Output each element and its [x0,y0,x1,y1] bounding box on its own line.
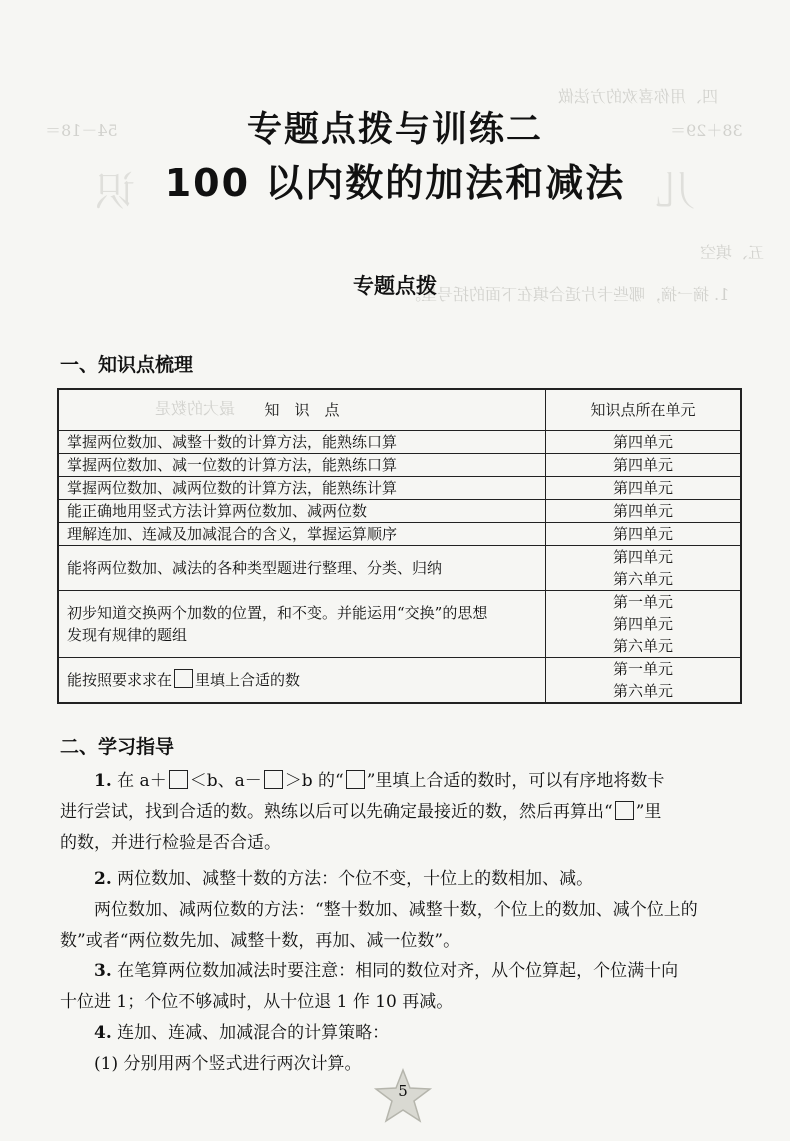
page-title-line1: 专题点拨与训练二 [246,110,543,150]
blank-box-icon [169,770,188,789]
unit-line: 第四单元 [612,548,673,566]
table-cell-point [58,658,546,704]
table-cell-point: 能正确地用竖式方法计算两位数加、减两位数 [58,500,546,523]
page-number: 5 [398,1082,408,1100]
unit-line: 第六单元 [612,637,673,655]
table-cell-unit: 第四单元 [546,477,742,500]
table-cell-unit: 第四单元 [546,500,742,523]
table-row [58,454,741,477]
text: ＞b 的“ [284,771,344,791]
show-through-text: 38＋29＝ [670,121,743,140]
point-text: 能按照要求求在 [67,671,173,689]
guidance-paragraph-1 [60,766,740,859]
show-through-text: 最大的数是 [155,399,236,418]
text: 在笔算两位数加减法时要注意：相同的数位对齐，从个位算起，个位满十向 [117,961,679,981]
blank-box-icon [174,669,193,688]
table-row [58,591,741,658]
blank-box-icon [264,770,283,789]
show-through-text: 四、用你喜欢的方法做 [558,87,719,106]
show-through-text: 1. 摘一摘，哪些卡片适合填在下面的括号里。 [405,285,730,304]
table-cell-point: 掌握两位数加、减两位数的计算方法，能熟练计算 [58,477,546,500]
table-cell-unit: 第四单元 [546,431,742,454]
point-line: 发现有规律的题组 [67,626,188,644]
text: 连加、连减、加减混合的计算策略： [117,1023,390,1043]
table-cell-unit [546,591,742,658]
table-cell-point: 掌握两位数加、减整十数的计算方法，能熟练口算 [58,431,546,454]
table-cell-unit: 第四单元 [546,523,742,546]
show-through-text: 54－18＝ [45,121,118,140]
text: 数”或者“两位数先加、减整十数，再加、减一位数”。 [60,931,461,951]
unit-line: 第六单元 [612,570,673,588]
table-header-row [58,389,741,431]
table-row [58,546,741,591]
point-text: 里填上合适的数 [195,671,301,689]
table-cell-unit [546,658,742,704]
text: ”里 [635,802,662,822]
text: 进行尝试，找到合适的数。熟练以后可以先确定最接近的数，然后再算出“ [60,802,613,822]
table-cell-point: 理解连加、连减及加减混合的含义，掌握运算顺序 [58,523,546,546]
page-title-line2: 100 以内数的加法和减法 [164,161,626,205]
blank-box-icon [346,770,365,789]
text: 在 a＋ [117,771,167,791]
section-subtitle: 专题点拨 [353,273,437,298]
table-row [58,658,741,704]
show-through-text: 儿 [655,169,695,215]
table-header: 知 识 点 [58,389,546,431]
blank-box-icon [615,801,634,820]
table-cell-unit [546,546,742,591]
section1-heading: 一、知识点梳理 [60,354,194,376]
text: ”里填上合适的数时，可以有序地将数卡 [366,771,665,791]
text: ＜b、a－ [189,771,262,791]
unit-line: 第一单元 [612,593,673,611]
guidance-paragraph-2 [60,864,740,957]
item-number: 1. [94,771,112,791]
item-number: 2. [94,869,112,889]
table-row [58,477,741,500]
point-line: 初步知道交换两个加数的位置，和不变。并能运用“交换”的思想 [67,604,488,622]
unit-line: 第六单元 [612,682,673,700]
table-cell-point: 能将两位数加、减法的各种类型题进行整理、分类、归纳 [58,546,546,591]
table-cell-point [58,591,546,658]
section2-heading: 二、学习指导 [60,736,175,758]
text: 的数，并进行检验是否合适。 [60,833,281,853]
table-cell-point: 掌握两位数加、减一位数的计算方法，能熟练口算 [58,454,546,477]
unit-line: 第一单元 [612,660,673,678]
table-row [58,523,741,546]
text: 两位数加、减两位数的方法：“整十数加、减整十数，个位上的数加、减个位上的 [94,900,698,920]
show-through-text: 识 [95,169,135,215]
table-row [58,431,741,454]
text: (1) 分别用两个竖式进行两次计算。 [94,1054,362,1074]
text: 两位数加、减整十数的方法：个位不变，十位上的数相加、减。 [117,869,594,889]
table-header: 知识点所在单元 [546,389,742,431]
knowledge-table [57,388,742,704]
show-through-text: 五、填空 [700,243,765,262]
guidance-paragraph-3 [60,956,740,1018]
unit-line: 第四单元 [612,615,673,633]
item-number: 3. [94,961,112,981]
table-row [58,500,741,523]
text: 十位进 1；个位不够减时，从十位退 1 作 10 再减。 [60,992,454,1012]
table-cell-unit: 第四单元 [546,454,742,477]
item-number: 4. [94,1023,112,1043]
